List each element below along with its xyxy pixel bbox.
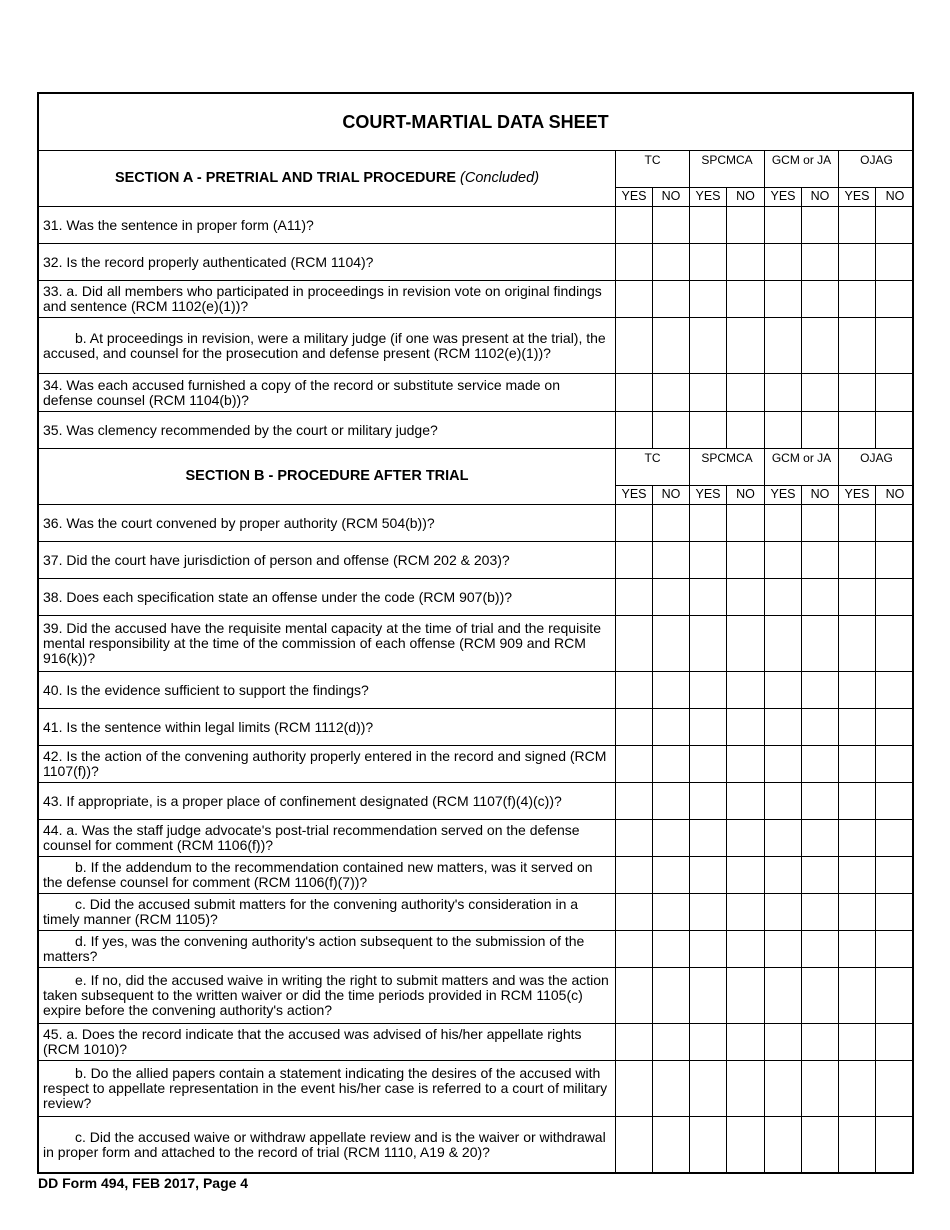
question-cell	[39, 374, 616, 411]
reviewer-group-label: GCM or JA	[765, 151, 839, 187]
spcmca-no-checkbox[interactable]	[727, 857, 765, 893]
gcm-ja-no-checkbox[interactable]	[802, 746, 839, 782]
ojag-no-checkbox[interactable]	[876, 412, 914, 448]
gcm-ja-yes-checkbox[interactable]	[765, 968, 802, 1023]
ojag-no-checkbox[interactable]	[876, 820, 914, 856]
reviewer-group-label: OJAG	[860, 451, 893, 465]
gcm-ja-no-checkbox[interactable]	[802, 374, 839, 411]
ojag-yes-checkbox[interactable]	[839, 1061, 876, 1116]
question-cell	[39, 783, 616, 819]
spcmca-no-checkbox[interactable]	[727, 709, 765, 745]
ojag-yes-checkbox[interactable]	[839, 931, 876, 967]
spcmca-yes-checkbox[interactable]	[690, 318, 727, 373]
spcmca-no-checkbox[interactable]	[727, 542, 765, 578]
question-text: 35. Was clemency recommended by the court or military judge?	[43, 421, 438, 438]
tc-yes-checkbox[interactable]	[616, 968, 653, 1023]
tc-no-checkbox[interactable]	[653, 968, 690, 1023]
yes-column-label: YES	[765, 187, 802, 206]
court-martial-data-sheet	[37, 92, 914, 1174]
question-text: 34. Was each accused furnished a copy of the record or substitute service made on defense counsel (RCM 1104(b))?	[43, 376, 560, 408]
question-cell	[39, 709, 616, 745]
question-cell	[39, 931, 616, 967]
yes-column-label: YES	[690, 485, 727, 504]
form-title: COURT-MARTIAL DATA SHEET	[39, 94, 912, 151]
tc-yes-checkbox[interactable]	[616, 672, 653, 708]
gcm-ja-yes-checkbox[interactable]	[765, 318, 802, 373]
yes-column-label: YES	[616, 485, 653, 504]
tc-yes-checkbox[interactable]	[616, 244, 653, 280]
spcmca-no-checkbox[interactable]	[727, 281, 765, 317]
no-column-label: NO	[727, 187, 765, 206]
ojag-no-checkbox[interactable]	[876, 857, 914, 893]
spcmca-yes-checkbox[interactable]	[690, 281, 727, 317]
reviewer-group-label: GCM or JA	[765, 449, 839, 485]
gcm-ja-yes-checkbox[interactable]	[765, 672, 802, 708]
tc-no-checkbox[interactable]	[653, 579, 690, 615]
spcmca-yes-checkbox[interactable]	[690, 968, 727, 1023]
ojag-no-checkbox[interactable]	[876, 505, 914, 541]
tc-no-checkbox[interactable]	[653, 412, 690, 448]
question-text: 42. Is the action of the convening authority properly entered in the record and signed (RCM 1107(f))?	[43, 748, 607, 779]
spcmca-yes-checkbox[interactable]	[690, 894, 727, 930]
spcmca-yes-checkbox[interactable]	[690, 542, 727, 578]
question-row	[39, 894, 912, 931]
question-text: e. If no, did the accused waive in writing the right to submit matters and was the action taken subsequent to the written waiver or did the time periods provided in RCM 1105(c) expire before the convening authority's action?	[43, 972, 609, 1018]
question-cell	[39, 968, 616, 1023]
tc-no-checkbox[interactable]	[653, 931, 690, 967]
question-text: b. At proceedings in revision, were a military judge (if one was present at the trial), the accused, and counsel for the prosecution and defense present (RCM 1102(e)(1))?	[43, 329, 606, 361]
tc-no-checkbox[interactable]	[653, 1024, 690, 1060]
no-column-label: NO	[653, 187, 690, 206]
ojag-no-checkbox[interactable]	[876, 1061, 914, 1116]
spcmca-no-checkbox[interactable]	[727, 820, 765, 856]
form-footer: DD Form 494, FEB 2017, Page 4	[38, 1175, 249, 1191]
question-cell	[39, 672, 616, 708]
spcmca-yes-checkbox[interactable]	[690, 746, 727, 782]
ojag-no-checkbox[interactable]	[876, 1117, 914, 1173]
question-cell	[39, 857, 616, 893]
gcm-ja-yes-checkbox[interactable]	[765, 374, 802, 411]
tc-yes-checkbox[interactable]	[616, 783, 653, 819]
section-title: SECTION A - PRETRIAL AND TRIAL PROCEDURE	[114, 170, 456, 186]
no-column-label: NO	[876, 485, 914, 504]
reviewer-group-label: SPCMCA	[690, 151, 765, 187]
spcmca-yes-checkbox[interactable]	[690, 1024, 727, 1060]
question-row	[39, 709, 912, 746]
spcmca-yes-checkbox[interactable]	[690, 1061, 727, 1116]
ojag-yes-checkbox[interactable]	[839, 1024, 876, 1060]
tc-no-checkbox[interactable]	[653, 616, 690, 671]
question-row	[39, 579, 912, 616]
tc-no-checkbox[interactable]	[653, 709, 690, 745]
ojag-yes-checkbox[interactable]	[839, 968, 876, 1023]
question-text: c. Did the accused submit matters for the convening authority's consideration in a timely manner (RCM 1105)?	[43, 896, 579, 927]
ojag-no-checkbox[interactable]	[876, 931, 914, 967]
question-cell	[39, 616, 616, 671]
yes-column-label: YES	[839, 485, 876, 504]
tc-no-checkbox[interactable]	[653, 318, 690, 373]
question-row	[39, 412, 912, 449]
tc-yes-checkbox[interactable]	[616, 1117, 653, 1173]
tc-yes-checkbox[interactable]	[616, 1061, 653, 1116]
question-cell	[39, 1117, 616, 1173]
ojag-yes-checkbox[interactable]	[839, 857, 876, 893]
yes-column-label: YES	[765, 485, 802, 504]
yes-column-label: YES	[690, 187, 727, 206]
question-text: 39. Did the accused have the requisite mental capacity at the time of trial and the requisite mental responsibility at the time of the commission of each offense (RCM 909 and RCM 916(k))?	[43, 620, 601, 666]
spcmca-yes-checkbox[interactable]	[690, 244, 727, 280]
spcmca-no-checkbox[interactable]	[727, 1117, 765, 1173]
gcm-ja-no-checkbox[interactable]	[802, 709, 839, 745]
tc-no-checkbox[interactable]	[653, 374, 690, 411]
tc-no-checkbox[interactable]	[653, 207, 690, 243]
question-row	[39, 672, 912, 709]
question-row	[39, 931, 912, 968]
question-row	[39, 505, 912, 542]
gcm-ja-yes-checkbox[interactable]	[765, 244, 802, 280]
tc-yes-checkbox[interactable]	[616, 709, 653, 745]
tc-no-checkbox[interactable]	[653, 1117, 690, 1173]
question-cell	[39, 542, 616, 578]
question-cell	[39, 894, 616, 930]
ojag-yes-checkbox[interactable]	[839, 894, 876, 930]
spcmca-no-checkbox[interactable]	[727, 894, 765, 930]
ojag-yes-checkbox[interactable]	[839, 207, 876, 243]
ojag-no-checkbox[interactable]	[876, 207, 914, 243]
question-cell	[39, 1024, 616, 1060]
question-row	[39, 746, 912, 783]
question-cell	[39, 207, 616, 243]
spcmca-yes-checkbox[interactable]	[690, 783, 727, 819]
tc-yes-checkbox[interactable]	[616, 412, 653, 448]
question-row	[39, 783, 912, 820]
ojag-no-checkbox[interactable]	[876, 783, 914, 819]
tc-yes-checkbox[interactable]	[616, 746, 653, 782]
ojag-no-checkbox[interactable]	[876, 672, 914, 708]
question-text: 37. Did the court have jurisdiction of person and offense (RCM 202 & 203)?	[43, 551, 510, 568]
tc-no-checkbox[interactable]	[653, 820, 690, 856]
ojag-no-checkbox[interactable]	[876, 318, 914, 373]
tc-no-checkbox[interactable]	[653, 783, 690, 819]
spcmca-no-checkbox[interactable]	[727, 616, 765, 671]
tc-yes-checkbox[interactable]	[616, 931, 653, 967]
ojag-yes-checkbox[interactable]	[839, 412, 876, 448]
gcm-ja-yes-checkbox[interactable]	[765, 709, 802, 745]
question-cell	[39, 505, 616, 541]
tc-no-checkbox[interactable]	[653, 857, 690, 893]
tc-no-checkbox[interactable]	[653, 244, 690, 280]
question-row	[39, 244, 912, 281]
tc-no-checkbox[interactable]	[653, 894, 690, 930]
gcm-ja-yes-checkbox[interactable]	[765, 746, 802, 782]
gcm-ja-no-checkbox[interactable]	[802, 968, 839, 1023]
question-text: b. Do the allied papers contain a statement indicating the desires of the accused with respect to appellate representation in the event his/her case is referred to a court of military review?	[43, 1065, 608, 1111]
tc-yes-checkbox[interactable]	[616, 318, 653, 373]
section-title-cell	[39, 151, 616, 206]
ojag-no-checkbox[interactable]	[876, 746, 914, 782]
section-title-cell	[39, 449, 616, 504]
section-a-header	[39, 151, 912, 207]
spcmca-yes-checkbox[interactable]	[690, 579, 727, 615]
spcmca-no-checkbox[interactable]	[727, 374, 765, 411]
question-cell	[39, 579, 616, 615]
no-column-label: NO	[802, 187, 839, 206]
ojag-yes-checkbox[interactable]	[839, 1117, 876, 1173]
gcm-ja-no-checkbox[interactable]	[802, 1061, 839, 1116]
gcm-ja-yes-checkbox[interactable]	[765, 579, 802, 615]
tc-yes-checkbox[interactable]	[616, 820, 653, 856]
question-cell	[39, 820, 616, 856]
question-text: 43. If appropriate, is a proper place of confinement designated (RCM 1107(f)(4)(c))?	[43, 792, 562, 809]
gcm-ja-yes-checkbox[interactable]	[765, 542, 802, 578]
question-text: 44. a. Was the staff judge advocate's post-trial recommendation served on the defense counsel for comment (RCM 1106(f))?	[43, 822, 580, 853]
gcm-ja-yes-checkbox[interactable]	[765, 783, 802, 819]
gcm-ja-no-checkbox[interactable]	[802, 207, 839, 243]
tc-yes-checkbox[interactable]	[616, 281, 653, 317]
ojag-yes-checkbox[interactable]	[839, 709, 876, 745]
spcmca-yes-checkbox[interactable]	[690, 374, 727, 411]
reviewer-group-label: OJAG	[860, 153, 893, 167]
spcmca-yes-checkbox[interactable]	[690, 857, 727, 893]
ojag-yes-checkbox[interactable]	[839, 505, 876, 541]
ojag-no-checkbox[interactable]	[876, 616, 914, 671]
no-column-label: NO	[876, 187, 914, 206]
tc-yes-checkbox[interactable]	[616, 1024, 653, 1060]
gcm-ja-no-checkbox[interactable]	[802, 931, 839, 967]
spcmca-no-checkbox[interactable]	[727, 318, 765, 373]
ojag-yes-checkbox[interactable]	[839, 820, 876, 856]
spcmca-yes-checkbox[interactable]	[690, 1117, 727, 1173]
question-row	[39, 1024, 912, 1061]
section-b-header	[39, 449, 912, 505]
tc-yes-checkbox[interactable]	[616, 857, 653, 893]
question-text: c. Did the accused waive or withdraw appellate review and is the waiver or withdrawal in proper form and attached to the record of trial (RCM 1110, A19 & 20)?	[43, 1129, 606, 1160]
tc-yes-checkbox[interactable]	[616, 542, 653, 578]
question-text: 41. Is the sentence within legal limits (RCM 1112(d))?	[43, 718, 374, 735]
reviewer-group-label: TC	[616, 151, 690, 187]
gcm-ja-no-checkbox[interactable]	[802, 244, 839, 280]
spcmca-yes-checkbox[interactable]	[690, 207, 727, 243]
ojag-no-checkbox[interactable]	[876, 244, 914, 280]
ojag-yes-checkbox[interactable]	[839, 374, 876, 411]
question-row	[39, 616, 912, 672]
question-cell	[39, 281, 616, 317]
tc-yes-checkbox[interactable]	[616, 579, 653, 615]
tc-yes-checkbox[interactable]	[616, 374, 653, 411]
gcm-ja-no-checkbox[interactable]	[802, 783, 839, 819]
spcmca-yes-checkbox[interactable]	[690, 616, 727, 671]
question-cell	[39, 412, 616, 448]
gcm-ja-yes-checkbox[interactable]	[765, 207, 802, 243]
tc-yes-checkbox[interactable]	[616, 207, 653, 243]
ojag-yes-checkbox[interactable]	[839, 783, 876, 819]
gcm-ja-no-checkbox[interactable]	[802, 318, 839, 373]
gcm-ja-yes-checkbox[interactable]	[765, 281, 802, 317]
reviewer-group-label: TC	[616, 449, 690, 485]
gcm-ja-no-checkbox[interactable]	[802, 820, 839, 856]
ojag-yes-checkbox[interactable]	[839, 616, 876, 671]
spcmca-no-checkbox[interactable]	[727, 672, 765, 708]
spcmca-yes-checkbox[interactable]	[690, 412, 727, 448]
tc-no-checkbox[interactable]	[653, 1061, 690, 1116]
tc-yes-checkbox[interactable]	[616, 616, 653, 671]
gcm-ja-no-checkbox[interactable]	[802, 1024, 839, 1060]
reviewer-group-label: SPCMCA	[690, 449, 765, 485]
question-row	[39, 374, 912, 412]
ojag-no-checkbox[interactable]	[876, 968, 914, 1023]
tc-no-checkbox[interactable]	[653, 281, 690, 317]
gcm-ja-yes-checkbox[interactable]	[765, 1024, 802, 1060]
question-text: 31. Was the sentence in proper form (A11)?	[43, 216, 314, 233]
ojag-no-checkbox[interactable]	[876, 709, 914, 745]
no-column-label: NO	[727, 485, 765, 504]
question-cell	[39, 244, 616, 280]
gcm-ja-no-checkbox[interactable]	[802, 1117, 839, 1173]
spcmca-no-checkbox[interactable]	[727, 579, 765, 615]
question-cell	[39, 1061, 616, 1116]
gcm-ja-no-checkbox[interactable]	[802, 857, 839, 893]
spcmca-yes-checkbox[interactable]	[690, 820, 727, 856]
ojag-yes-checkbox[interactable]	[839, 542, 876, 578]
question-row	[39, 542, 912, 579]
gcm-ja-yes-checkbox[interactable]	[765, 1061, 802, 1116]
spcmca-no-checkbox[interactable]	[727, 783, 765, 819]
ojag-yes-checkbox[interactable]	[839, 672, 876, 708]
gcm-ja-no-checkbox[interactable]	[802, 894, 839, 930]
question-row	[39, 318, 912, 374]
tc-yes-checkbox[interactable]	[616, 505, 653, 541]
gcm-ja-yes-checkbox[interactable]	[765, 894, 802, 930]
spcmca-yes-checkbox[interactable]	[690, 672, 727, 708]
spcmca-yes-checkbox[interactable]	[690, 505, 727, 541]
spcmca-no-checkbox[interactable]	[727, 746, 765, 782]
gcm-ja-yes-checkbox[interactable]	[765, 1117, 802, 1173]
question-row	[39, 857, 912, 894]
gcm-ja-yes-checkbox[interactable]	[765, 857, 802, 893]
gcm-ja-no-checkbox[interactable]	[802, 505, 839, 541]
gcm-ja-no-checkbox[interactable]	[802, 281, 839, 317]
ojag-no-checkbox[interactable]	[876, 579, 914, 615]
gcm-ja-no-checkbox[interactable]	[802, 616, 839, 671]
spcmca-no-checkbox[interactable]	[727, 505, 765, 541]
question-row	[39, 968, 912, 1024]
spcmca-no-checkbox[interactable]	[727, 931, 765, 967]
ojag-yes-checkbox[interactable]	[839, 318, 876, 373]
question-text: 40. Is the evidence sufficient to support the findings?	[43, 681, 369, 698]
spcmca-no-checkbox[interactable]	[727, 968, 765, 1023]
question-cell	[39, 746, 616, 782]
question-text: 36. Was the court convened by proper authority (RCM 504(b))?	[43, 514, 435, 531]
question-text: d. If yes, was the convening authority's action subsequent to the submission of the matters?	[43, 933, 585, 964]
ojag-no-checkbox[interactable]	[876, 374, 914, 411]
yes-column-label: YES	[616, 187, 653, 206]
gcm-ja-no-checkbox[interactable]	[802, 542, 839, 578]
spcmca-no-checkbox[interactable]	[727, 1061, 765, 1116]
gcm-ja-no-checkbox[interactable]	[802, 672, 839, 708]
gcm-ja-yes-checkbox[interactable]	[765, 412, 802, 448]
question-row	[39, 1117, 912, 1173]
ojag-yes-checkbox[interactable]	[839, 746, 876, 782]
ojag-no-checkbox[interactable]	[876, 281, 914, 317]
tc-no-checkbox[interactable]	[653, 746, 690, 782]
section-note: (Concluded)	[460, 170, 540, 186]
tc-no-checkbox[interactable]	[653, 505, 690, 541]
question-row	[39, 820, 912, 857]
ojag-no-checkbox[interactable]	[876, 542, 914, 578]
gcm-ja-yes-checkbox[interactable]	[765, 505, 802, 541]
question-text: 33. a. Did all members who participated in proceedings in revision vote on original findings and sentence (RCM 1102(e)(1))?	[43, 283, 602, 314]
question-row	[39, 207, 912, 244]
question-row	[39, 281, 912, 318]
spcmca-no-checkbox[interactable]	[727, 244, 765, 280]
question-text: 45. a. Does the record indicate that the accused was advised of his/her appellate rights (RCM 1010)?	[43, 1026, 582, 1057]
ojag-yes-checkbox[interactable]	[839, 579, 876, 615]
spcmca-no-checkbox[interactable]	[727, 1024, 765, 1060]
ojag-yes-checkbox[interactable]	[839, 281, 876, 317]
spcmca-no-checkbox[interactable]	[727, 412, 765, 448]
ojag-no-checkbox[interactable]	[876, 1024, 914, 1060]
spcmca-no-checkbox[interactable]	[727, 207, 765, 243]
gcm-ja-no-checkbox[interactable]	[802, 579, 839, 615]
question-row	[39, 1061, 912, 1117]
tc-yes-checkbox[interactable]	[616, 894, 653, 930]
spcmca-yes-checkbox[interactable]	[690, 931, 727, 967]
question-text: 32. Is the record properly authenticated (RCM 1104)?	[43, 253, 374, 270]
no-column-label: NO	[653, 485, 690, 504]
no-column-label: NO	[802, 485, 839, 504]
question-text: b. If the addendum to the recommendation contained new matters, was it served on the defense counsel for comment (RCM 1106(f)(7))?	[43, 859, 593, 890]
section-title: SECTION B - PROCEDURE AFTER TRIAL	[185, 468, 469, 484]
spcmca-yes-checkbox[interactable]	[690, 709, 727, 745]
gcm-ja-yes-checkbox[interactable]	[765, 616, 802, 671]
question-text: 38. Does each specification state an offense under the code (RCM 907(b))?	[43, 588, 513, 605]
ojag-no-checkbox[interactable]	[876, 894, 914, 930]
gcm-ja-yes-checkbox[interactable]	[765, 820, 802, 856]
tc-no-checkbox[interactable]	[653, 672, 690, 708]
yes-column-label: YES	[839, 187, 876, 206]
tc-no-checkbox[interactable]	[653, 542, 690, 578]
gcm-ja-no-checkbox[interactable]	[802, 412, 839, 448]
question-cell	[39, 318, 616, 373]
ojag-yes-checkbox[interactable]	[839, 244, 876, 280]
gcm-ja-yes-checkbox[interactable]	[765, 931, 802, 967]
